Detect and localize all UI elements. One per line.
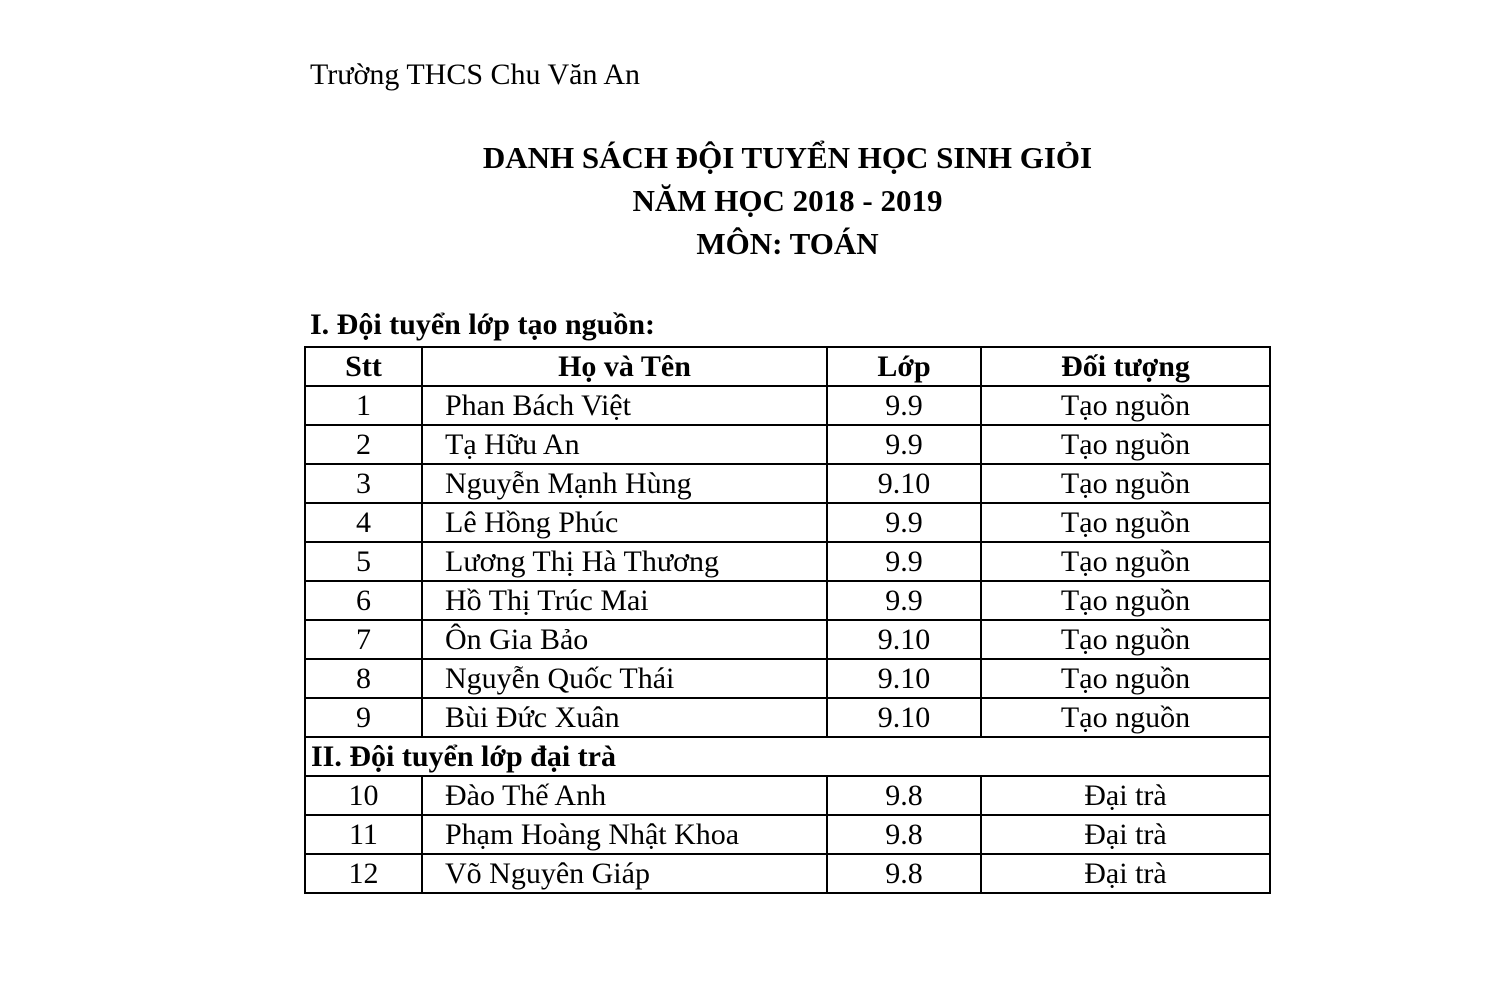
cell-stt: 11: [305, 815, 422, 854]
table-row: [305, 425, 1270, 464]
table-row: [305, 698, 1270, 737]
cell-stt: 6: [305, 581, 422, 620]
cell-class: 9.9: [827, 542, 981, 581]
cell-stt: 8: [305, 659, 422, 698]
cell-name: Đào Thế Anh: [422, 776, 827, 815]
table-row: [305, 503, 1270, 542]
cell-name: Hồ Thị Trúc Mai: [422, 581, 827, 620]
cell-type: Tạo nguồn: [981, 425, 1270, 464]
cell-class: 9.9: [827, 581, 981, 620]
cell-name: Lê Hồng Phúc: [422, 503, 827, 542]
cell-stt: 7: [305, 620, 422, 659]
cell-class: 9.9: [827, 503, 981, 542]
cell-class: 9.10: [827, 464, 981, 503]
cell-stt: 3: [305, 464, 422, 503]
table-row: [305, 854, 1270, 893]
cell-class: 9.8: [827, 854, 981, 893]
cell-stt: 4: [305, 503, 422, 542]
cell-type: Tạo nguồn: [981, 464, 1270, 503]
cell-type: Tạo nguồn: [981, 659, 1270, 698]
table-header-row: [305, 347, 1270, 386]
student-table: [304, 346, 1271, 894]
cell-class: 9.8: [827, 776, 981, 815]
cell-class: 9.8: [827, 815, 981, 854]
cell-name: Phạm Hoàng Nhật Khoa: [422, 815, 827, 854]
cell-type: Tạo nguồn: [981, 581, 1270, 620]
cell-type: Đại trà: [981, 815, 1270, 854]
table-row: [305, 620, 1270, 659]
document-title: [390, 136, 1185, 265]
table-row: [305, 386, 1270, 425]
column-header-stt: Stt: [305, 347, 422, 386]
cell-stt: 1: [305, 386, 422, 425]
title-line: DANH SÁCH ĐỘI TUYỂN HỌC SINH GIỎI: [482, 140, 1093, 175]
cell-stt: 9: [305, 698, 422, 737]
cell-stt: 12: [305, 854, 422, 893]
table-row: [305, 581, 1270, 620]
column-header-name: Họ và Tên: [422, 347, 827, 386]
cell-name: Nguyễn Mạnh Hùng: [422, 464, 827, 503]
cell-name: Bùi Đức Xuân: [422, 698, 827, 737]
title-line: NĂM HỌC 2018 - 2019: [632, 183, 943, 218]
cell-name: Võ Nguyên Giáp: [422, 854, 827, 893]
school-name: Trường THCS Chu Văn An: [310, 58, 640, 91]
cell-stt: 5: [305, 542, 422, 581]
table-row: [305, 776, 1270, 815]
cell-type: Tạo nguồn: [981, 620, 1270, 659]
cell-type: Đại trà: [981, 776, 1270, 815]
column-header-type: Đối tượng: [981, 347, 1270, 386]
cell-name: Nguyễn Quốc Thái: [422, 659, 827, 698]
section-2-row: [305, 737, 1270, 776]
cell-stt: 10: [305, 776, 422, 815]
cell-class: 9.9: [827, 386, 981, 425]
cell-class: 9.10: [827, 698, 981, 737]
cell-stt: 2: [305, 425, 422, 464]
section-1-title: I. Đội tuyển lớp tạo nguồn:: [310, 308, 656, 341]
title-line: MÔN: TOÁN: [696, 226, 879, 261]
table-row: [305, 659, 1270, 698]
table-row: [305, 464, 1270, 503]
cell-class: 9.10: [827, 659, 981, 698]
cell-class: 9.9: [827, 425, 981, 464]
cell-type: Đại trà: [981, 854, 1270, 893]
table-row: [305, 815, 1270, 854]
cell-name: Ôn Gia Bảo: [422, 620, 827, 659]
section-2-title: II. Đội tuyển lớp đại trà: [305, 737, 1270, 776]
cell-type: Tạo nguồn: [981, 503, 1270, 542]
cell-type: Tạo nguồn: [981, 698, 1270, 737]
table-row: [305, 542, 1270, 581]
cell-name: Phan Bách Việt: [422, 386, 827, 425]
cell-type: Tạo nguồn: [981, 386, 1270, 425]
cell-type: Tạo nguồn: [981, 542, 1270, 581]
cell-name: Tạ Hữu An: [422, 425, 827, 464]
cell-class: 9.10: [827, 620, 981, 659]
cell-name: Lương Thị Hà Thương: [422, 542, 827, 581]
column-header-class: Lớp: [827, 347, 981, 386]
